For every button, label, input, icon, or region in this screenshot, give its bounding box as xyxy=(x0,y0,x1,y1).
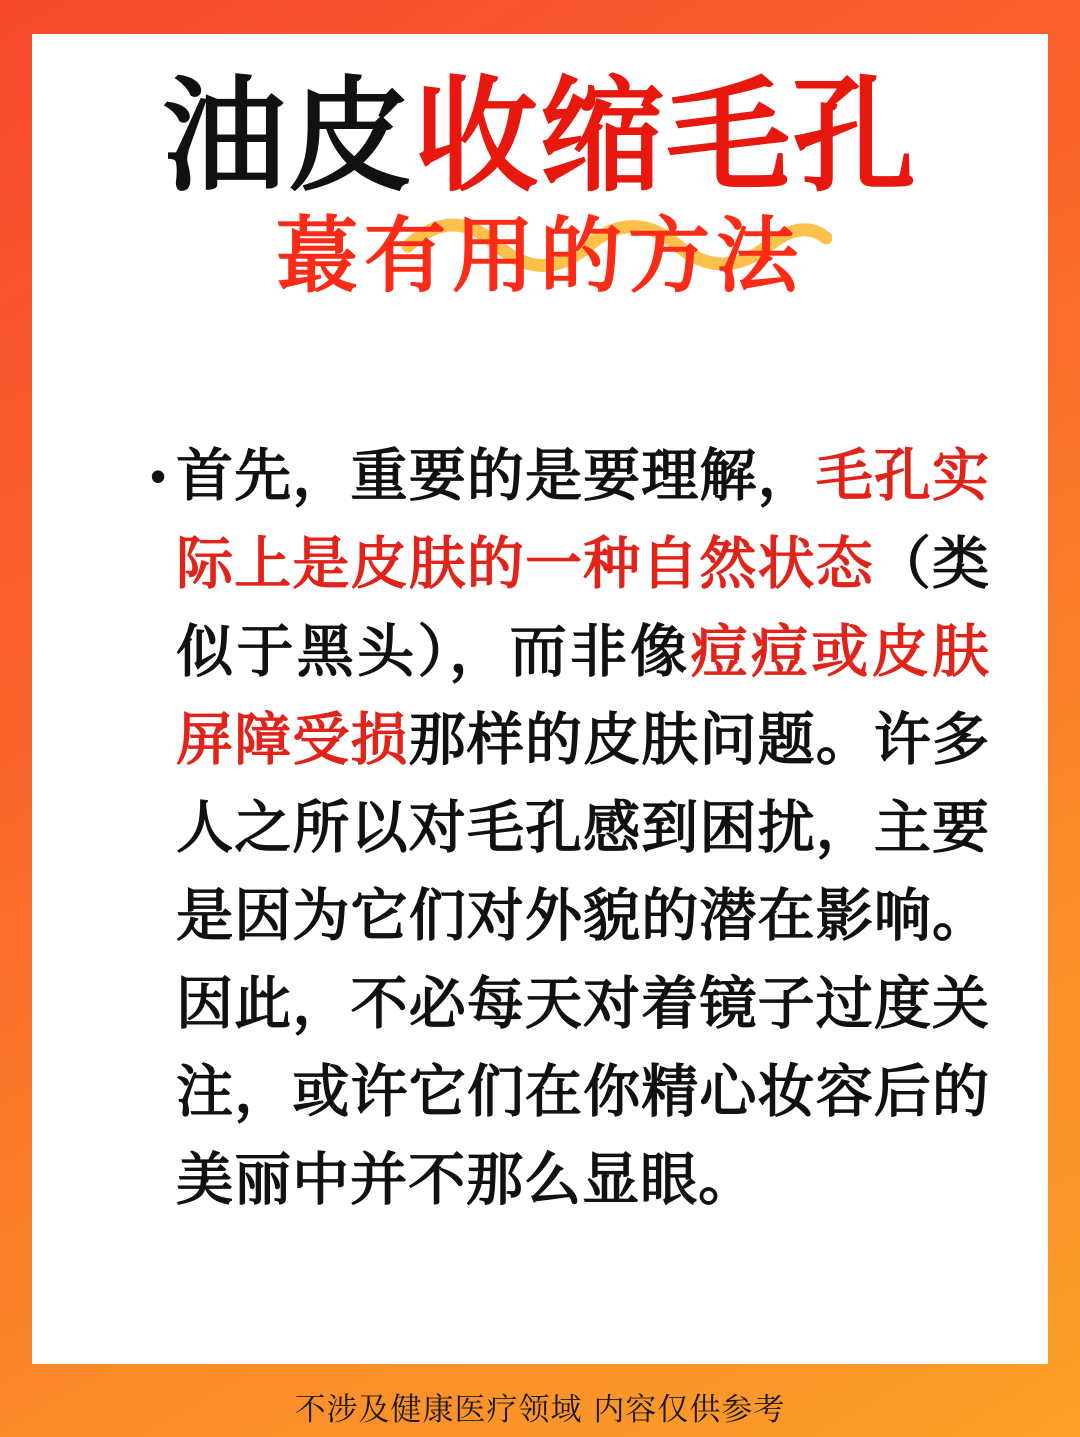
body-paragraph xyxy=(176,432,990,1224)
body-block xyxy=(72,432,1008,1224)
title-part-oily-skin: 油皮 xyxy=(161,65,414,209)
title-line-2: 蕞有用的方法 xyxy=(275,209,804,305)
poster-card xyxy=(32,34,1048,1364)
title-line-1 xyxy=(161,65,919,209)
paragraph-segment-3: （类似于黑头），而非像 xyxy=(176,531,991,686)
paragraph-segment-2-highlight: 毛孔实际上是皮肤的一种自然状态 xyxy=(176,443,991,598)
title-block xyxy=(72,62,1008,304)
footer-disclaimer: 不涉及健康医疗领域 内容仅供参考 xyxy=(294,1392,786,1428)
bullet-marker: • xyxy=(150,450,167,503)
paragraph-segment-5: 那样的皮肤问题。许多人之所以对毛孔感到困扰，主要是因为它们对外貌的潜在影响。因此，不必每天对着镜子过度关注，或许它们在你精心妆容后的美丽中并不那么显眼。 xyxy=(176,707,991,1214)
paragraph-segment-1: 首先，重要的是要理解， xyxy=(176,443,816,510)
title-part-shrink-pores: 收缩毛孔 xyxy=(414,65,919,209)
paragraph-segment-4-highlight: 痘痘或皮肤屏障受损 xyxy=(176,619,991,774)
